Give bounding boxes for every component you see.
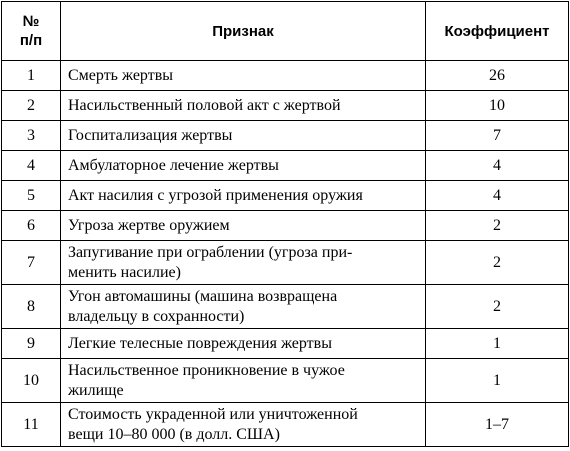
row-feature: Амбулаторное лечение жертвы — [61, 151, 426, 181]
row-feature — [61, 285, 426, 329]
row-number: 7 — [2, 241, 61, 285]
row-number: 5 — [2, 181, 61, 211]
table-row — [2, 359, 569, 403]
row-coefficient: 2 — [426, 241, 569, 285]
table-row — [2, 61, 569, 91]
row-coefficient: 1 — [426, 359, 569, 403]
table-row — [2, 403, 569, 447]
row-number: 8 — [2, 285, 61, 329]
row-number: 2 — [2, 91, 61, 121]
row-feature: Госпитализация жертвы — [61, 121, 426, 151]
header-coefficient: Коэффициент — [426, 2, 569, 61]
row-number: 10 — [2, 359, 61, 403]
table-row — [2, 91, 569, 121]
row-feature — [61, 403, 426, 447]
row-feature: Насильственный половой акт с жертвой — [61, 91, 426, 121]
row-feature: Легкие телесные повреждения жертвы — [61, 329, 426, 359]
row-coefficient: 2 — [426, 211, 569, 241]
row-number: 11 — [2, 403, 61, 447]
row-coefficient: 26 — [426, 61, 569, 91]
row-feature-line2: владельцу в сохранности) — [68, 307, 245, 325]
table-row — [2, 329, 569, 359]
row-feature-line2: менить насилие) — [68, 263, 181, 281]
row-coefficient: 4 — [426, 151, 569, 181]
header-number-line2: п/п — [19, 32, 43, 49]
table-row — [2, 121, 569, 151]
row-coefficient: 1–7 — [426, 403, 569, 447]
row-feature: Акт насилия с угрозой применения оружия — [61, 181, 426, 211]
row-coefficient: 4 — [426, 181, 569, 211]
crime-severity-table — [1, 1, 569, 447]
row-feature-line1: Насильственное проникновение в чужое — [68, 361, 345, 379]
table-row — [2, 285, 569, 329]
row-feature-line1: Запугивание при ограблении (угроза при- — [68, 243, 353, 261]
row-number: 3 — [2, 121, 61, 151]
row-feature-line2: жилище — [68, 381, 124, 399]
row-number: 4 — [2, 151, 61, 181]
table-row — [2, 151, 569, 181]
table-row — [2, 211, 569, 241]
table-header-row — [2, 2, 569, 61]
row-feature-line2: вещи 10–80 000 (в долл. США) — [68, 425, 280, 443]
row-coefficient: 7 — [426, 121, 569, 151]
table-row — [2, 181, 569, 211]
row-feature: Угроза жертве оружием — [61, 211, 426, 241]
row-number: 6 — [2, 211, 61, 241]
row-coefficient: 10 — [426, 91, 569, 121]
row-feature-line1: Угон автомашины (машина возвращена — [68, 287, 338, 305]
header-feature: Признак — [61, 2, 426, 61]
row-coefficient: 1 — [426, 329, 569, 359]
row-number: 9 — [2, 329, 61, 359]
header-number-line1: № — [22, 13, 40, 30]
row-feature — [61, 359, 426, 403]
row-feature — [61, 241, 426, 285]
row-feature-line1: Стоимость украденной или уничтоженной — [68, 405, 358, 423]
row-coefficient: 2 — [426, 285, 569, 329]
table-row — [2, 241, 569, 285]
header-number — [2, 2, 61, 61]
row-feature: Смерть жертвы — [61, 61, 426, 91]
row-number: 1 — [2, 61, 61, 91]
